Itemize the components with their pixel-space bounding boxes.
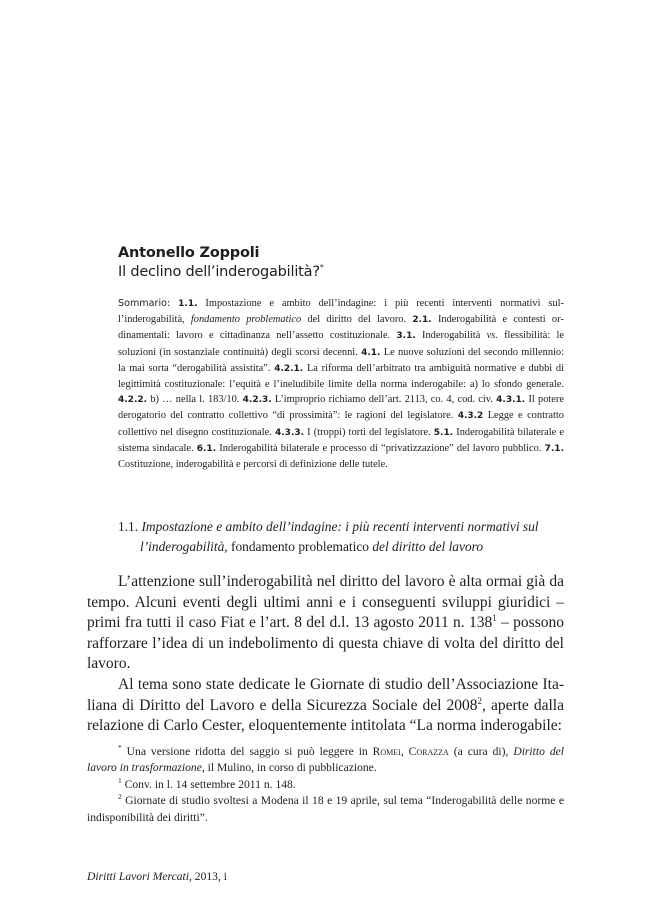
footnote-star-text-a: Una versione ridotta del saggio si può leggere in <box>121 745 373 758</box>
footnote-star-editors: Romei, Corazza <box>372 745 449 758</box>
article-author: Antonello Zoppoli <box>118 245 260 261</box>
summary-text: flessibilità: le soluzioni (in sostanziale continuità) degli scorsi decenni. <box>118 330 564 358</box>
footnote-2-mark: 2 <box>118 792 122 802</box>
journal-name: Diritti Lavori Mercati <box>87 870 189 883</box>
summary-section-number: 4.3.1. <box>496 395 526 406</box>
running-footer <box>87 870 227 883</box>
summary-section-number: 7.1. <box>544 443 564 454</box>
summary-section-number: 4.3.3. <box>275 427 305 438</box>
summary-text: I (troppi) torti del legislatore. <box>304 426 434 438</box>
footnote-star-book-title: Diritto del lavoro in trasformazione <box>87 745 564 775</box>
footnote-1-mark: 1 <box>118 775 122 785</box>
body-text <box>87 572 564 737</box>
article-title <box>118 264 324 280</box>
summary-section-number: 6.1. <box>196 443 217 454</box>
journal-issue: , 2013, i <box>188 870 227 883</box>
summary-text: del diritto del lavoro. <box>301 314 413 326</box>
title-footnote-mark: * <box>319 263 324 273</box>
summary-section-number: 4.2.3. <box>242 395 272 406</box>
summary-text: Legge e contratto collettivo nel disegno costituzionale. <box>118 410 564 438</box>
summary-text: Impostazione e ambito dell’indagine: i più recenti interventi normativi sull’inderogabilità, <box>118 298 564 326</box>
summary-text: Il potere derogatorio del contratto collettivo “di prossimità”: le ragioni del legislatore. <box>118 394 564 422</box>
summary-text: Inderogabilità <box>415 330 487 342</box>
summary-section-number: 3.1. <box>396 331 416 342</box>
summary-text: Inderogabilità bilaterale e processo di “privatizzazione” del lavoro pubblico. <box>216 442 545 454</box>
footnote-star-mark: * <box>118 743 122 753</box>
paragraph-1-text-b: – possono rafforzare l’idea di un indebolimento di questa chiave di volta del diritto del lavoro. <box>87 614 564 673</box>
footnote-1 <box>87 777 564 793</box>
summary-text: La riforma dell’arbitrato tra ambiguità normative e dubbi di legittimità costituzionale: l’equità e l’ineludibile limite della norma inderogabile: a) lo sfondo generale. <box>118 362 564 391</box>
paragraph-1 <box>87 572 564 675</box>
paragraph-2 <box>87 675 564 737</box>
summary-section-number: 1.1. <box>178 299 198 309</box>
summary-text: b) … nella l. 183/10. <box>147 394 243 406</box>
footnote-ref-1[interactable]: 1 <box>492 613 497 624</box>
footnote-star <box>87 744 564 777</box>
footnote-1-text: Conv. in l. 14 settembre 2011 n. 148. <box>121 777 296 791</box>
article-title-text: Il declino dell’inderogabilità? <box>118 264 320 280</box>
footnote-2 <box>87 793 564 826</box>
footnotes <box>87 744 564 826</box>
summary-section-number: 4.2.2. <box>118 395 148 406</box>
section-number: 1.1. <box>118 519 139 534</box>
summary-abstract <box>118 296 564 472</box>
summary-label: Sommario: <box>118 298 171 309</box>
section-heading <box>118 517 564 557</box>
paragraph-1-text-a: L’attenzione sull’inderogabilità nel diritto del lavoro è alta ormai già da tempo. Alcuni eventi degli ultimi anni e i conseguenti sviluppi giuridici – primi fra tutti il caso Fiat e l’art. 8 del d.l. 13 agosto 2011 n. 138 <box>87 573 564 632</box>
section-heading-part-1: Impostazione e ambito dell’indagine: i più recenti interventi normativi sul <box>141 519 539 534</box>
paragraph-2-text-b: , aperte dalla relazione di Carlo Cester, eloquentemente intitolata “La norma inderogabile: <box>87 696 564 735</box>
summary-text: Le nuove soluzioni del secondo millennio: la mai sorta “derogabilità assistita”. <box>118 346 564 374</box>
summary-section-number: 4.2.1. <box>274 363 304 374</box>
section-heading-part-2: l’inderogabilità, <box>140 539 228 554</box>
summary-text: Inderogabilità bilaterale e sistema sindacale. <box>118 426 564 454</box>
footnote-star-text-b: (a cura di), <box>448 745 514 758</box>
summary-section-number: 5.1. <box>433 427 454 438</box>
footnote-star-text-c: , il Mulino, in corso di pubblicazione. <box>201 761 377 775</box>
summary-text: L’improprio richiamo dell’art. 2113, co. 4, cod. civ. <box>271 394 497 406</box>
footnote-2-text: Giornate di studio svoltesi a Modena il 18 e 19 aprile, sul tema “Inderogabilità delle norme e indisponibilità dei diritti”. <box>87 794 564 824</box>
paragraph-2-text-a: Al tema sono state dedicate le Giornate di studio dell’Associazione Italiana di Diritto del Lavoro e della Sicurezza Sociale del 2008 <box>87 675 564 714</box>
section-heading-part-3: del diritto del lavoro <box>372 539 484 554</box>
summary-section-number: 4.1. <box>361 347 381 358</box>
summary-text: Inderogabilità e contesti ordinamentali: lavoro e cittadinanza nell’assetto costituzionale. <box>118 314 565 342</box>
summary-section-number: 4.3.2 <box>457 411 484 422</box>
summary-text: Costituzione, inderogabilità e percorsi di definizione delle tutele. <box>118 459 388 471</box>
summary-italic-text: fondamento problematico <box>190 314 302 326</box>
summary-italic-text: vs. <box>486 330 498 342</box>
section-heading-plain: fondamento problematico <box>231 539 369 554</box>
summary-section-number: 2.1. <box>412 315 432 326</box>
footnote-ref-2[interactable]: 2 <box>477 695 483 706</box>
